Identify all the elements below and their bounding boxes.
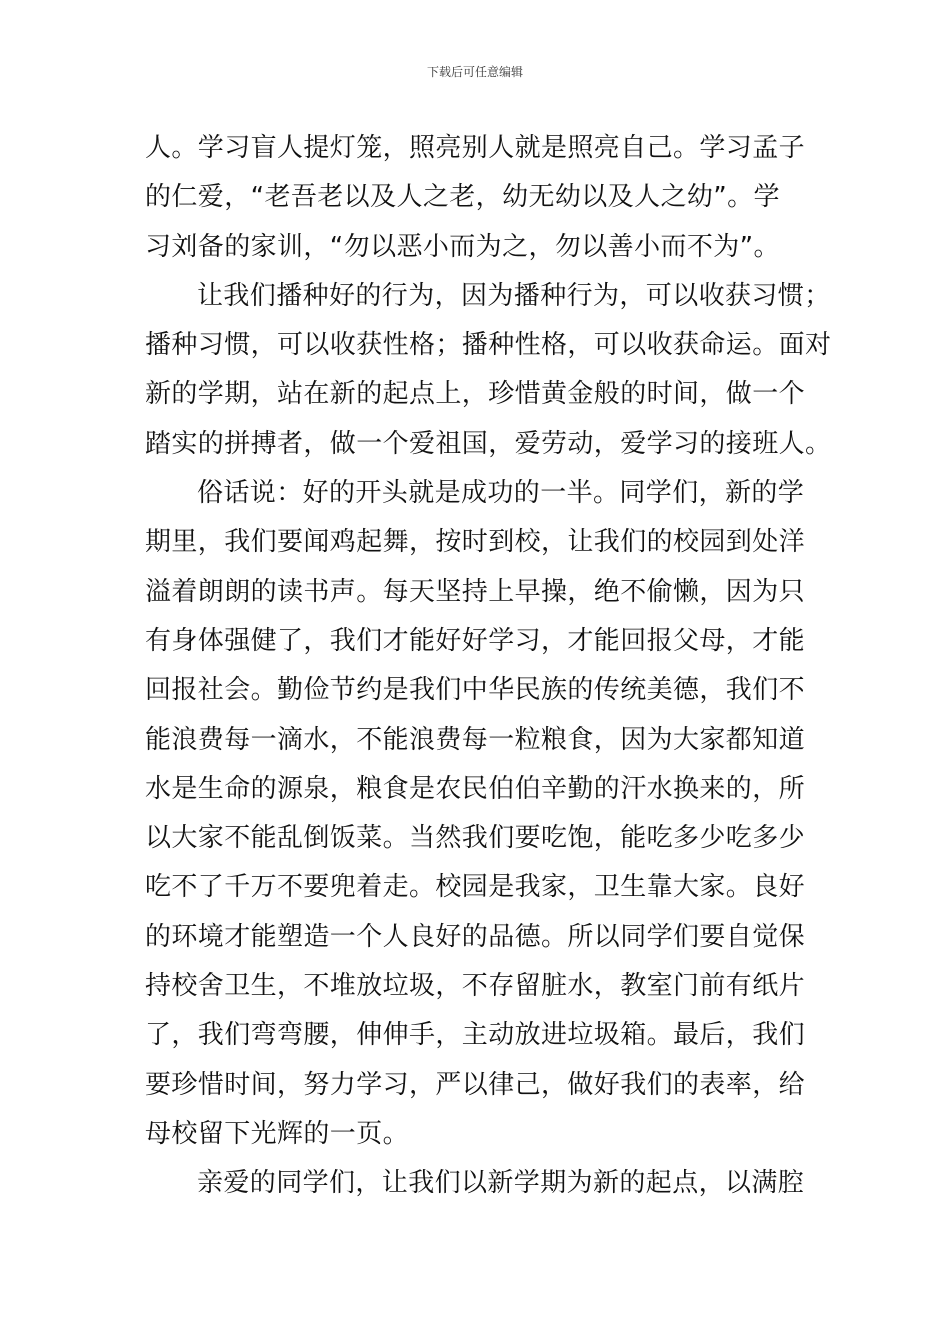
text-line: 踏实的拼搏者，做一个爱祖国，爱劳动，爱学习的接班人。 xyxy=(145,428,832,459)
text-line: 要珍惜时间，努力学习，严以律己，做好我们的表率，给 xyxy=(145,1069,806,1100)
text-line: 吃不了千万不要兜着走。校园是我家，卫生靠大家。良好 xyxy=(145,872,806,903)
text-line: 有身体强健了，我们才能好好学习，才能回报父母，才能 xyxy=(145,625,806,656)
text-line: 播种习惯，可以收获性格；播种性格，可以收获命运。面对 xyxy=(145,330,832,361)
text-line: 人。学习盲人提灯笼，照亮别人就是照亮自己。学习孟子 xyxy=(145,133,806,163)
text-line: 的仁爱，“老吾老以及人之老，幼无幼以及人之幼”。学 xyxy=(145,182,780,213)
text-line: 母校留下光辉的一页。 xyxy=(145,1118,410,1149)
paragraph-start-line: 让我们播种好的行为，因为播种行为，可以收获习惯； xyxy=(197,280,831,311)
document-body xyxy=(145,124,832,1209)
text-line: 能浪费每一滴水，不能浪费每一粒粮食，因为大家都知道 xyxy=(145,724,806,755)
text-line: 了，我们弯弯腰，伸伸手，主动放进垃圾箱。最后，我们 xyxy=(145,1020,806,1051)
text-line: 水是生命的源泉，粮食是农民伯伯辛勤的汗水换来的，所 xyxy=(145,773,806,804)
text-line: 回报社会。勤俭节约是我们中华民族的传统美德，我们不 xyxy=(145,675,806,706)
text-line: 以大家不能乱倒饭菜。当然我们要吃饱，能吃多少吃多少 xyxy=(145,823,806,854)
text-line: 的环境才能塑造一个人良好的品德。所以同学们要自觉保 xyxy=(145,921,806,952)
paragraph-start-line: 俗话说：好的开头就是成功的一半。同学们，新的学 xyxy=(197,478,805,509)
text-line: 持校舍卫生，不堆放垃圾，不存留脏水，教室门前有纸片 xyxy=(145,971,806,1002)
page-header: 下载后可任意编辑 xyxy=(426,65,523,79)
paragraph-start-line: 亲爱的同学们，让我们以新学期为新的起点，以满腔 xyxy=(197,1168,805,1199)
text-line: 期里，我们要闻鸡起舞，按时到校，让我们的校园到处洋 xyxy=(145,527,806,558)
text-line: 新的学期，站在新的起点上，珍惜黄金般的时间，做一个 xyxy=(145,379,806,410)
text-line: 溢着朗朗的读书声。每天坚持上早操，绝不偷懒，因为只 xyxy=(145,576,806,607)
text-line: 习刘备的家训，“勿以恶小而为之，勿以善小而不为”。 xyxy=(145,231,780,262)
